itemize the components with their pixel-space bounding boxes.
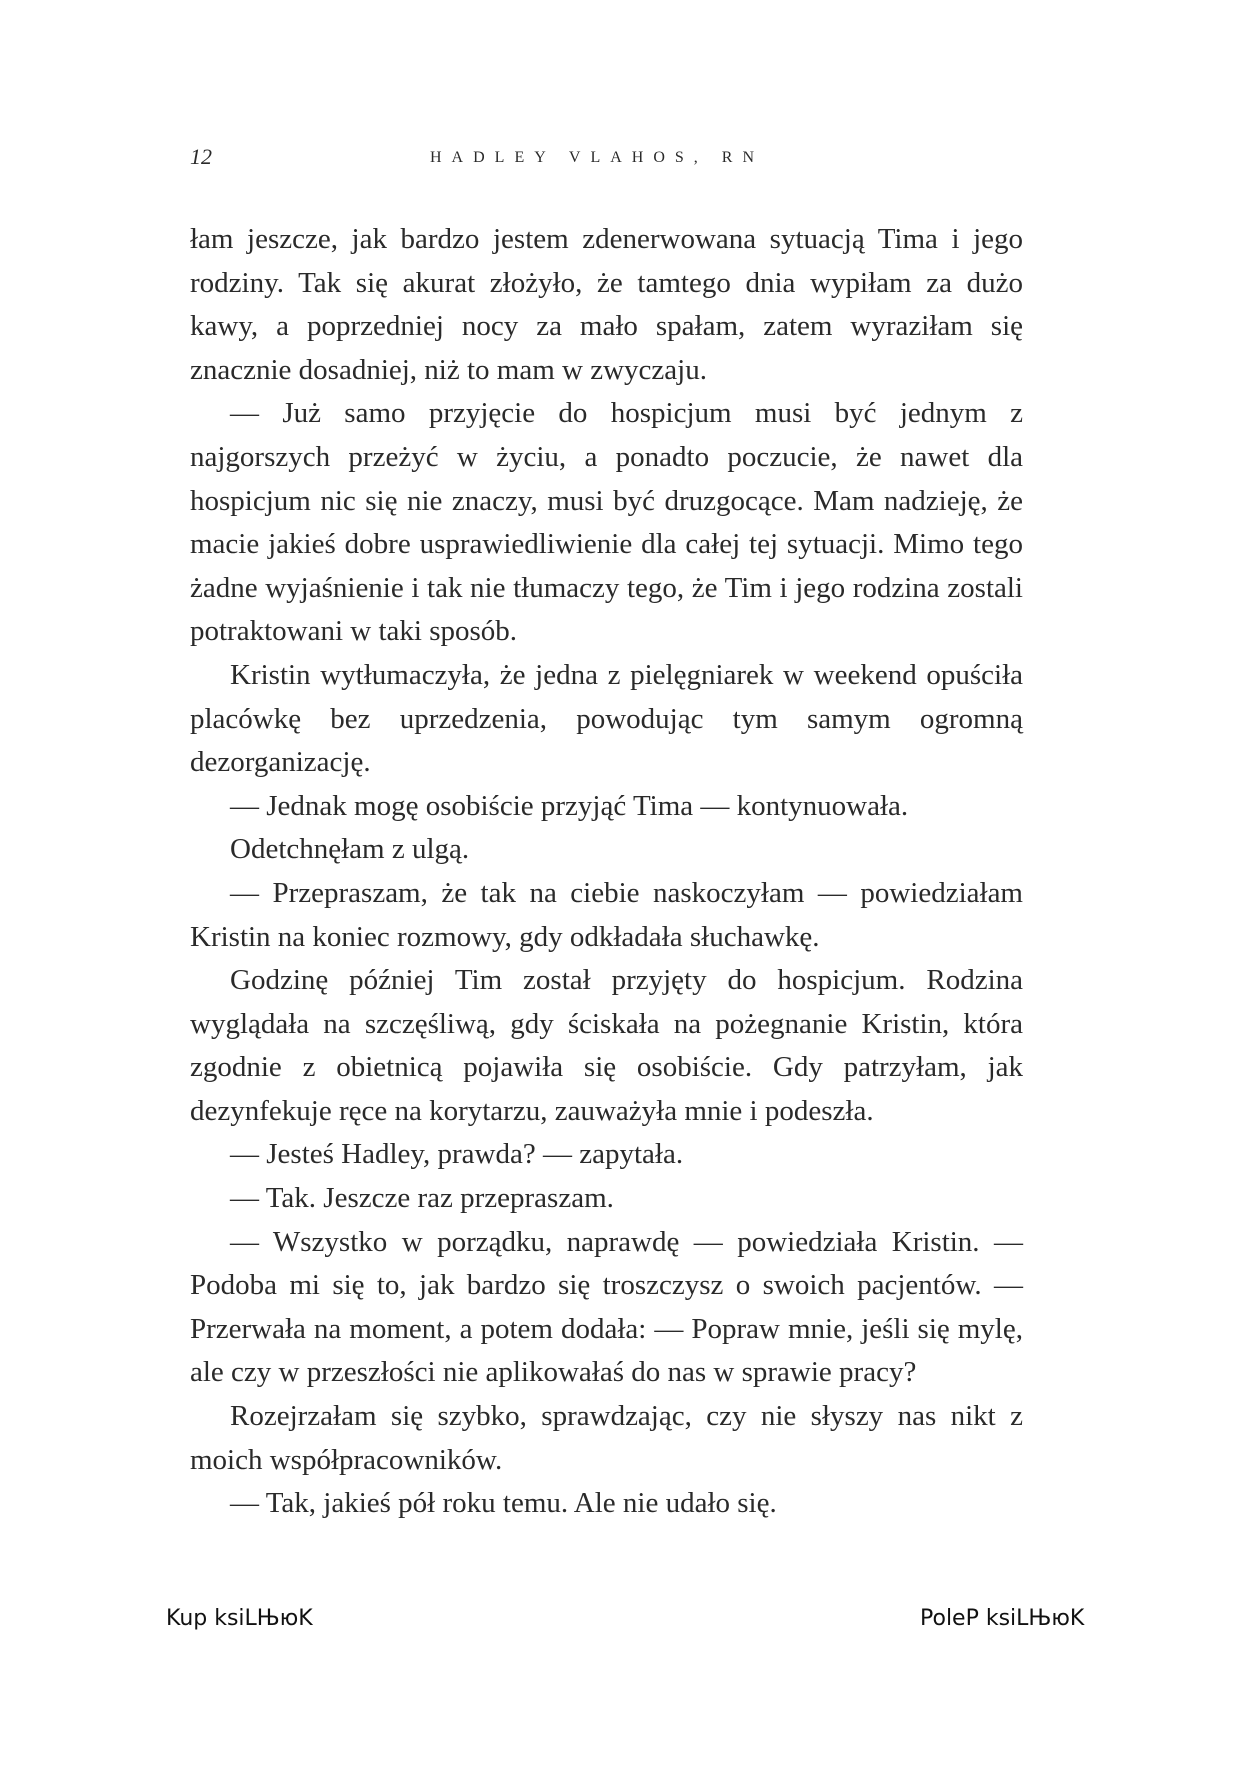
paragraph: łam jeszcze, jak bardzo jestem zdenerwowana sytuacją Tima i jego rodziny. Tak się akurat złożyło, że tamtego dnia wypiłam za dużo kawy, a poprzedniej nocy za mało spałam, zatem wyraziłam się znacznie dosadniej, niż to mam w zwyczaju. <box>190 223 1023 386</box>
paragraph: — Jednak mogę osobiście przyjąć Tima — kontynuowała. <box>230 789 909 822</box>
paragraph: — Wszystko w porządku, naprawdę — powiedziała Kristin. — Podoba mi się to, jak bardzo się troszczysz o swoich pacjentów. — Przerwała na moment, a potem dodała: — Popraw mnie, jeśli się mylę, ale czy w przeszłości nie aplikowałaś do nas w sprawie pracy? <box>190 1225 1023 1389</box>
buy-book-link[interactable]: Kup ksiLЊюK <box>166 1606 313 1631</box>
paragraph: — Tak. Jeszcze raz przepraszam. <box>230 1182 614 1215</box>
recommend-book-link[interactable]: PoleP ksiLЊюK <box>920 1606 1085 1631</box>
paragraph: — Jesteś Hadley, prawda? — zapytała. <box>230 1138 684 1171</box>
body-text <box>190 218 1023 1526</box>
running-head: HADLEY VLAHOS, RN <box>430 149 764 166</box>
paragraph: Kristin wytłumaczyła, że jedna z pielęgniarek w weekend opuściła placówkę bez uprzedzenia, powodując tym samym ogromną dezorganizację. <box>190 658 1023 779</box>
paragraph: — Przepraszam, że tak na ciebie naskoczyłam — powiedziałam Kristin na koniec rozmowy, gdy odkładała słuchawkę. <box>190 876 1023 953</box>
page-number: 12 <box>190 144 212 169</box>
paragraph: Godzinę później Tim został przyjęty do hospicjum. Rodzina wyglądała na szczęśliwą, gdy ściskała na pożegnanie Kristin, która zgodnie z obietnicą pojawiła się osobiście. Gdy patrzyłam, jak dezynfekuje ręce na korytarzu, zauważyła mnie i podeszła. <box>190 964 1023 1127</box>
paragraph: — Tak, jakieś pół roku temu. Ale nie udało się. <box>230 1487 777 1520</box>
paragraph: Odetchnęłam z ulgą. <box>230 833 470 866</box>
paragraph: Rozejrzałam się szybko, sprawdzając, czy nie słyszy nas nikt z moich współpracowników. <box>190 1400 1023 1476</box>
paragraph: — Już samo przyjęcie do hospicjum musi być jednym z najgorszych przeżyć w życiu, a ponadto poczucie, że nawet dla hospicjum nic się nie znaczy, musi być druzgocące. Mam nadzieję, że macie jakieś dobre usprawiedliwienie dla całej tej sytuacji. Mimo tego żadne wyjaśnienie i tak nie tłumaczy tego, że Tim i jego rodzina zostali potraktowani w taki sposób. <box>190 397 1023 648</box>
